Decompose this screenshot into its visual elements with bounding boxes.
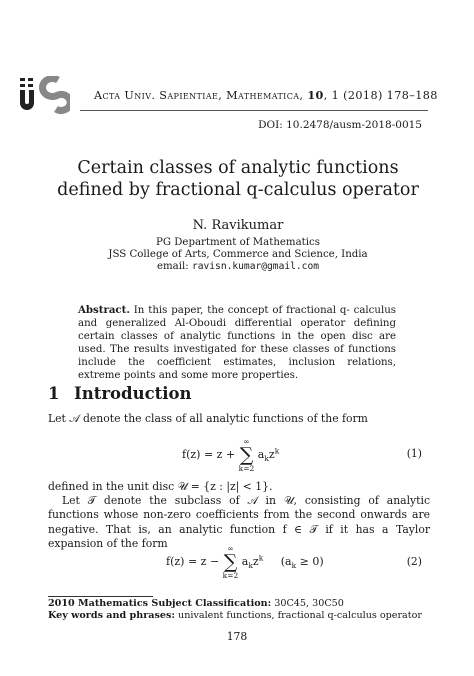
journal-volume: 10	[307, 88, 324, 102]
equation-1-number: (1)	[406, 447, 422, 460]
author-email-line	[40, 261, 436, 273]
equation-1	[182, 438, 279, 472]
author-dept: PG Department of Mathematics	[156, 237, 320, 248]
abstract	[78, 304, 396, 382]
paragraph-1: Let 𝒜 denote the class of all analytic functions of the form	[48, 412, 368, 425]
author-college: JSS College of Arts, Commerce and Science, India	[108, 249, 368, 260]
eq1-term: $a_kz^k$	[257, 446, 280, 464]
equation-2-number: (2)	[406, 555, 422, 568]
msc-value: 30C45, 30C50	[274, 598, 344, 609]
footnote-msc	[48, 598, 448, 610]
section-number: 1	[48, 384, 60, 403]
title-line-2: defined by fractional q-calculus operator	[57, 180, 419, 200]
journal-line: Acta Univ. Sapientiae, Mathematica,	[94, 89, 304, 102]
summation-symbol: ∞ ∑ k=2	[238, 437, 255, 473]
equation-2	[166, 545, 324, 579]
abstract-label: Abstract.	[78, 304, 130, 316]
page-number: 178	[226, 630, 248, 643]
journal-issue-pages: , 1 (2018) 178–188	[323, 89, 438, 102]
footnote-rule	[48, 596, 153, 597]
doi: DOI: 10.2478/ausm-2018-0015	[258, 119, 422, 131]
logo-graphic	[18, 76, 70, 116]
eq2-lhs: f(z) = z −	[166, 555, 220, 568]
email-label: email:	[156, 261, 189, 272]
kw-label: Key words and phrases:	[48, 610, 175, 621]
summation-symbol-2: ∞ ∑ k=2	[222, 544, 239, 580]
author-email: ravisn.kumar@gmail.com	[191, 261, 320, 272]
author-name: N. Ravikumar	[192, 218, 284, 233]
journal-logo	[18, 76, 70, 116]
abstract-text: In this paper, the concept of fractional q- calculus and generalized Al-Oboudi differential operator defining certain classes of analytic functions in the open disc are used. The results investigated for these classes of functions include the coefficient estimates, inclusion relations, extreme points and some more properties.	[78, 305, 396, 381]
title-line-1: Certain classes of analytic functions	[77, 158, 399, 178]
msc-label: 2010 Mathematics Subject Classification:	[48, 598, 272, 609]
paragraph-2: defined in the unit disc 𝒰 = {z : |z| < 1}.	[48, 480, 273, 493]
sum-upper: ∞	[243, 437, 250, 446]
kw-value: univalent functions, fractional q-calculus operator	[178, 610, 422, 621]
eq2-term: $a_kz^k$	[241, 553, 264, 571]
footnote-kw	[48, 610, 448, 622]
header-rule	[80, 110, 428, 111]
paragraph-3: Let 𝒯 denote the subclass of 𝒜 in 𝒰, consisting of analytic functions whose non-zero coefficients from the second onwards are negative. That is, an analytic function f ∈ 𝒯 if it has a Taylor expansion of the form	[48, 494, 430, 551]
eq2-condition: $(a_k \ge 0)$	[280, 555, 324, 571]
journal-header	[94, 88, 438, 102]
eq1-lhs: f(z) = z +	[182, 448, 236, 461]
section-title: Introduction	[74, 384, 192, 403]
section-heading	[48, 384, 192, 403]
sum-lower: k=2	[238, 463, 255, 473]
